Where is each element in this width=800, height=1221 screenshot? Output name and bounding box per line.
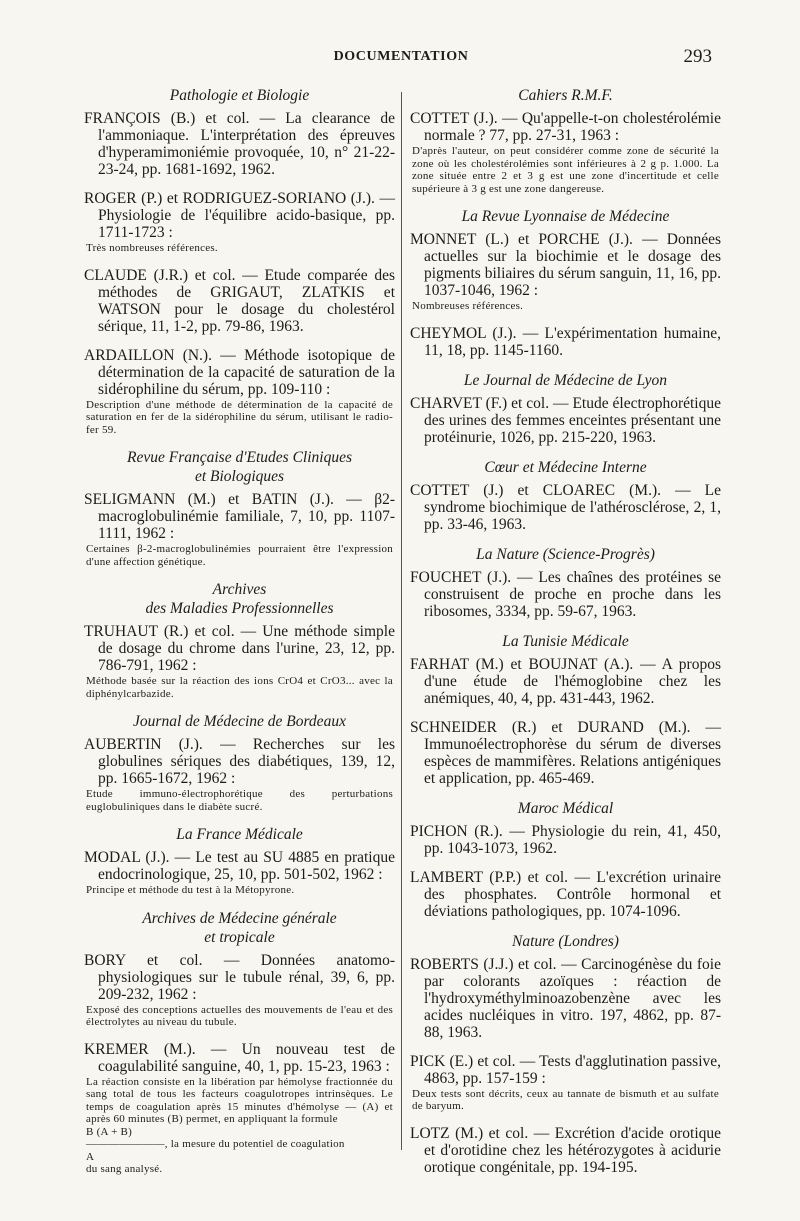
bibliography-entry (84, 623, 395, 700)
journal-section (84, 580, 395, 700)
citation-text: SCHNEIDER (R.) et DURAND (M.). — Immunoélectrophorèse du sérum de diverses espèces de mammifères. Relations antigéniques et application, pp. 465-469. (410, 718, 721, 787)
abstract-note: Principe et méthode du test à la Métopyrone. (86, 884, 295, 896)
running-head (90, 46, 712, 70)
citation-text: TRUHAUT (R.) et col. — Une méthode simple de dosage du chrome dans l'urine, 23, 12, pp. 786-791, 1962 : (84, 623, 395, 674)
journal-section (410, 371, 721, 446)
citation-text: PICHON (R.). — Physiologie du rein, 41, 450, pp. 1043-1073, 1962. (410, 822, 721, 857)
abstract-note: Description d'une méthode de détermination de la capacité de saturation en fer de la sidérophiline du sérum, utilisant le radio-fer 59. (86, 398, 393, 436)
journal-section (84, 825, 395, 897)
citation-text: COTTET (J.) et CLOAREC (M.). — Le syndrome biochimique de l'athérosclérose, 2, 1, pp. 33-46, 1963. (410, 481, 721, 533)
abstract-note: Certaines β-2-macroglobulinémies pourraient être l'expression d'une affection génétique. (86, 543, 393, 568)
citation-text: PICK (E.) et col. — Tests d'agglutination passive, 4863, pp. 157-159 : (410, 1052, 721, 1087)
citation-text: LAMBERT (P.P.) et col. — L'excrétion urinaire des phosphates. Contrôle hormonal et déviations pathologiques, pp. 1074-1096. (410, 868, 721, 920)
journal-section (84, 712, 395, 813)
bibliography-entry (84, 267, 395, 335)
journal-heading: La Tunisie Médicale (502, 632, 629, 650)
citation-text: AUBERTIN (J.). — Recherches sur les globulines sériques des diabétiques, 139, 12, pp. 1665-1672, 1962 : (84, 736, 395, 787)
abstract-note: Nombreuses références. (412, 300, 524, 312)
bibliography-entry (410, 869, 721, 920)
bibliography-entry (84, 491, 395, 568)
abstract-note: D'après l'auteur, on peut considérer comme zone de sécurité la zone où les cholestérolémies sont inférieures à 2 g p. 1.000. La zone située entre 2 et 3 g est une zone d'incertitude et celle supérieure à 3 g est une zone dangereuse. (412, 145, 719, 195)
journal-heading: La Revue Lyonnaise de Médecine (461, 208, 670, 225)
bibliography-entry (410, 823, 721, 857)
citation-text: CLAUDE (J.R.) et col. — Etude comparée des méthodes de GRIGAUT, ZLATKIS et WATSON pour le dosage du cholestérol sérique, 11, 1-2, pp. 79-86, 1963. (84, 266, 395, 335)
citation-text: FRANÇOIS (B.) et col. — La clearance de l'ammoniaque. L'interprétation des épreuves d'hyperamimoniémie provoquée, 10, n° 21-22-23-24, pp. 1681-1692, 1962. (84, 110, 395, 178)
journal-section (84, 448, 395, 568)
journal-heading: Nature (Londres) (512, 932, 619, 950)
bibliography-entry (84, 347, 395, 437)
bibliography-entry (410, 325, 721, 359)
bibliography-entry (84, 1041, 395, 1176)
journal-heading: Revue Française d'Etudes Cliniques et Biologiques (127, 449, 352, 485)
bibliography-entry (84, 849, 395, 897)
journal-heading: Journal de Médecine de Bordeaux (133, 713, 346, 730)
citation-text: MONNET (L.) et PORCHE (J.). — Données actuelles sur la biochimie et le dosage des pigments biliaires du sérum sanguin, 11, 16, pp. 1037-1046, 1962 : (410, 231, 721, 299)
bibliography-entry (410, 956, 721, 1041)
citation-text: MODAL (J.). — Le test au SU 4885 en pratique endocrinologique, 25, 10, pp. 501-502, 1962 : (84, 849, 395, 883)
running-title: DOCUMENTATION (333, 49, 469, 64)
citation-text: COTTET (J.). — Qu'appelle-t-on cholestérolémie normale ? 77, pp. 27-31, 1963 : (410, 110, 721, 144)
bibliography-entry (410, 569, 721, 620)
journal-heading: La France Médicale (176, 826, 303, 843)
bibliography-entry (410, 719, 721, 787)
abstract-note: La réaction consiste en la libération par hémolyse fractionnée du sang total de tous les facteurs coagulotropes intrinsèques. Le temps de coagulation après 15 minutes d'hémolyse — (A) et après 60 minutes (B) permet, en appliquant la formule B (A + B) ———————, la mesure du potentiel de coagulation A du sang analysé. (86, 1075, 393, 1175)
bibliography-entry (410, 110, 721, 195)
citation-text: KREMER (M.). — Un nouveau test de coagulabilité sanguine, 40, 1, pp. 15-23, 1963 : (84, 1040, 395, 1075)
abstract-note: Méthode basée sur la réaction des ions CrO4 et CrO3... avec la diphénylcarbazide. (86, 675, 393, 700)
citation-text: ARDAILLON (N.). — Méthode isotopique de détermination de la capacité de saturation de la sidérophiline du sérum, pp. 109-110 : (84, 346, 395, 398)
journal-section (84, 909, 395, 1176)
bibliography-entry (410, 482, 721, 533)
bibliography-entry (410, 1125, 721, 1176)
journal-heading: Pathologie et Biologie (169, 87, 310, 104)
bibliography-entry (84, 190, 395, 255)
bibliography-entry (410, 1053, 721, 1113)
citation-text: FOUCHET (J.). — Les chaînes des protéines se construisent de proche en proche dans les ribosomes, 3334, pp. 59-67, 1963. (410, 568, 721, 620)
column-divider (401, 92, 402, 1150)
citation-text: SELIGMANN (M.) et BATIN (J.). — β2-macroglobulinémie familiale, 7, 10, pp. 1107-1111, 1962 : (84, 491, 395, 542)
journal-heading: Archives de Médecine générale et tropicale (142, 909, 337, 946)
journal-section (410, 799, 721, 920)
journal-section (410, 86, 721, 195)
journal-section (84, 86, 395, 436)
journal-heading: Cœur et Médecine Interne (484, 458, 647, 476)
journal-section (410, 458, 721, 533)
left-column (84, 86, 395, 1188)
bibliography-entry (84, 736, 395, 813)
abstract-note: Exposé des conceptions actuelles des mouvements de l'eau et des électrolytes au niveau du tubule. (86, 1003, 393, 1028)
journal-section (410, 545, 721, 620)
bibliography-entry (84, 952, 395, 1029)
citation-text: CHARVET (F.) et col. — Etude électrophorétique des urines des femmes enceintes présentant une protéinurie, 1026, pp. 215-220, 1963. (410, 394, 721, 446)
citation-text: FARHAT (M.) et BOUJNAT (A.). — A propos d'une étude de l'hémoglobine chez les anémiques, 40, 4, pp. 431-443, 1962. (410, 655, 721, 707)
journal-heading: Le Journal de Médecine de Lyon (463, 371, 668, 389)
citation-text: ROGER (P.) et RODRIGUEZ-SORIANO (J.). — Physiologie de l'équilibre acido-basique, pp. 1711-1723 : (84, 190, 395, 241)
abstract-note: Très nombreuses références. (86, 242, 218, 254)
journal-section (410, 207, 721, 359)
abstract-note: Deux tests sont décrits, ceux au tannate de bismuth et au sulfate de baryum. (412, 1087, 719, 1112)
journal-heading: Maroc Médical (517, 799, 614, 817)
right-column (410, 86, 721, 1188)
bibliography-entry (410, 231, 721, 313)
citation-text: ROBERTS (J.J.) et col. — Carcinogénèse du foie par colorants azoïques : réaction de l'hydroxyméthylminoazobenzène avec les acides nucléiques in vitro. 197, 4862, pp. 87-88, 1963. (410, 955, 721, 1041)
journal-section (410, 932, 721, 1176)
abstract-note: Etude immuno-électrophorétique des perturbations euglobuliniques dans le diabète sucré. (86, 788, 393, 813)
journal-section (410, 632, 721, 787)
page-number: 293 (683, 46, 712, 67)
citation-text: CHEYMOL (J.). — L'expérimentation humaine, 11, 18, pp. 1145-1160. (410, 324, 721, 359)
bibliography-entry (410, 395, 721, 446)
bibliography-entry (84, 110, 395, 178)
journal-heading: Archives des Maladies Professionnelles (145, 581, 334, 617)
journal-heading: La Nature (Science-Progrès) (476, 545, 655, 563)
citation-text: BORY et col. — Données anatomo-physiologiques sur le tubule rénal, 39, 6, pp. 209-232, 1962 : (84, 951, 395, 1003)
citation-text: LOTZ (M.) et col. — Excrétion d'acide orotique et d'orotidine chez les hétérozygotes à acidurie orotique congénitale, pp. 194-195. (410, 1124, 721, 1176)
bibliography-entry (410, 656, 721, 707)
journal-heading: Cahiers R.M.F. (518, 87, 613, 104)
